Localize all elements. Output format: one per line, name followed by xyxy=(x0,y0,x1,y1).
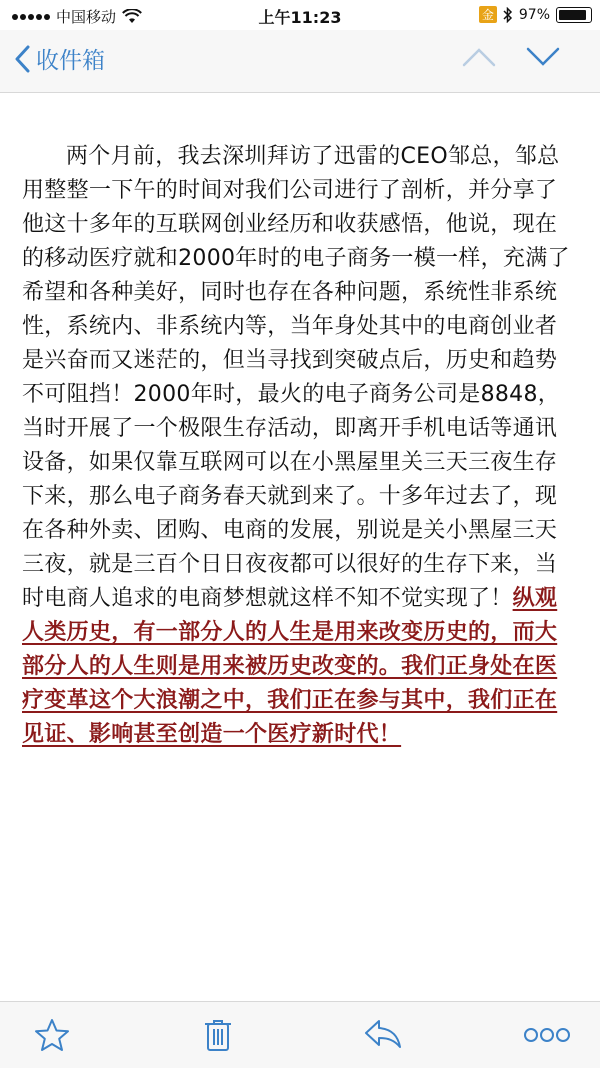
chevron-up-icon xyxy=(464,50,494,65)
battery-icon xyxy=(556,7,592,23)
delete-button[interactable] xyxy=(203,1018,233,1056)
chevron-down-icon xyxy=(528,49,558,64)
previous-message-button[interactable] xyxy=(462,46,496,68)
carrier-label: 中国移动 xyxy=(56,8,117,26)
email-body xyxy=(22,140,578,752)
bluetooth-icon xyxy=(503,7,513,23)
bottom-toolbar xyxy=(0,1001,600,1068)
email-body-text xyxy=(22,140,578,752)
highlighted-quote: 纵观人类历史，有一部分人的人生是用来改变历史的，而大部分人的人生则是用来被历史改变的。我们正身处在医疗变革这个大浪潮之中，我们正在参与其中，我们正在见证、影响甚至创造一个医疗新时代！ xyxy=(22,586,558,747)
battery-percent: 97% xyxy=(518,6,550,23)
next-message-button[interactable] xyxy=(526,46,560,68)
overlay-badge: 金 xyxy=(479,6,497,23)
reply-icon xyxy=(364,1018,402,1050)
body-paragraph: 两个月前，我去深圳拜访了迅雷的CEO邹总，邹总用整整一下午的时间对我们公司进行了剖析，并分享了他这十多年的互联网创业经历和收获感悟，他说，现在的移动医疗就和2000年时的电子商务一模一样，充满了希望和各种美好，同时也存在各种问题，系统性非系统性，系统内、非系统内等，当年身处其中的电商创业者是兴奋而又迷茫的，但当寻找到突破点后，历史和趋势不可阻挡！2000年时，最火的电子商务公司是8848，当时开展了一个极限生存活动，即离开手机电话等通讯设备，如果仅靠互联网可以在小黑屋里关三天三夜生存下来，那么电子商务春天就到来了。十多年过去了，现在各种外卖、团购、电商的发展，别说是关小黑屋三天三夜，就是三百个日日夜夜都可以很好的生存下来，当时电商人追求的电商梦想就这样不知不觉实现了！ xyxy=(22,144,570,611)
message-navigation xyxy=(462,46,560,68)
flag-button[interactable] xyxy=(34,1018,70,1056)
reply-button[interactable] xyxy=(364,1018,402,1054)
star-icon xyxy=(34,1018,70,1052)
trash-icon xyxy=(203,1018,233,1052)
back-label: 收件箱 xyxy=(36,48,105,74)
back-button[interactable] xyxy=(14,42,105,75)
nav-bar xyxy=(0,30,600,93)
more-button[interactable] xyxy=(524,1026,570,1048)
status-right xyxy=(479,6,592,23)
status-bar xyxy=(0,0,600,30)
clock: 上午11:23 xyxy=(258,8,342,27)
more-icon xyxy=(524,1026,570,1044)
chevron-left-icon xyxy=(14,45,30,73)
